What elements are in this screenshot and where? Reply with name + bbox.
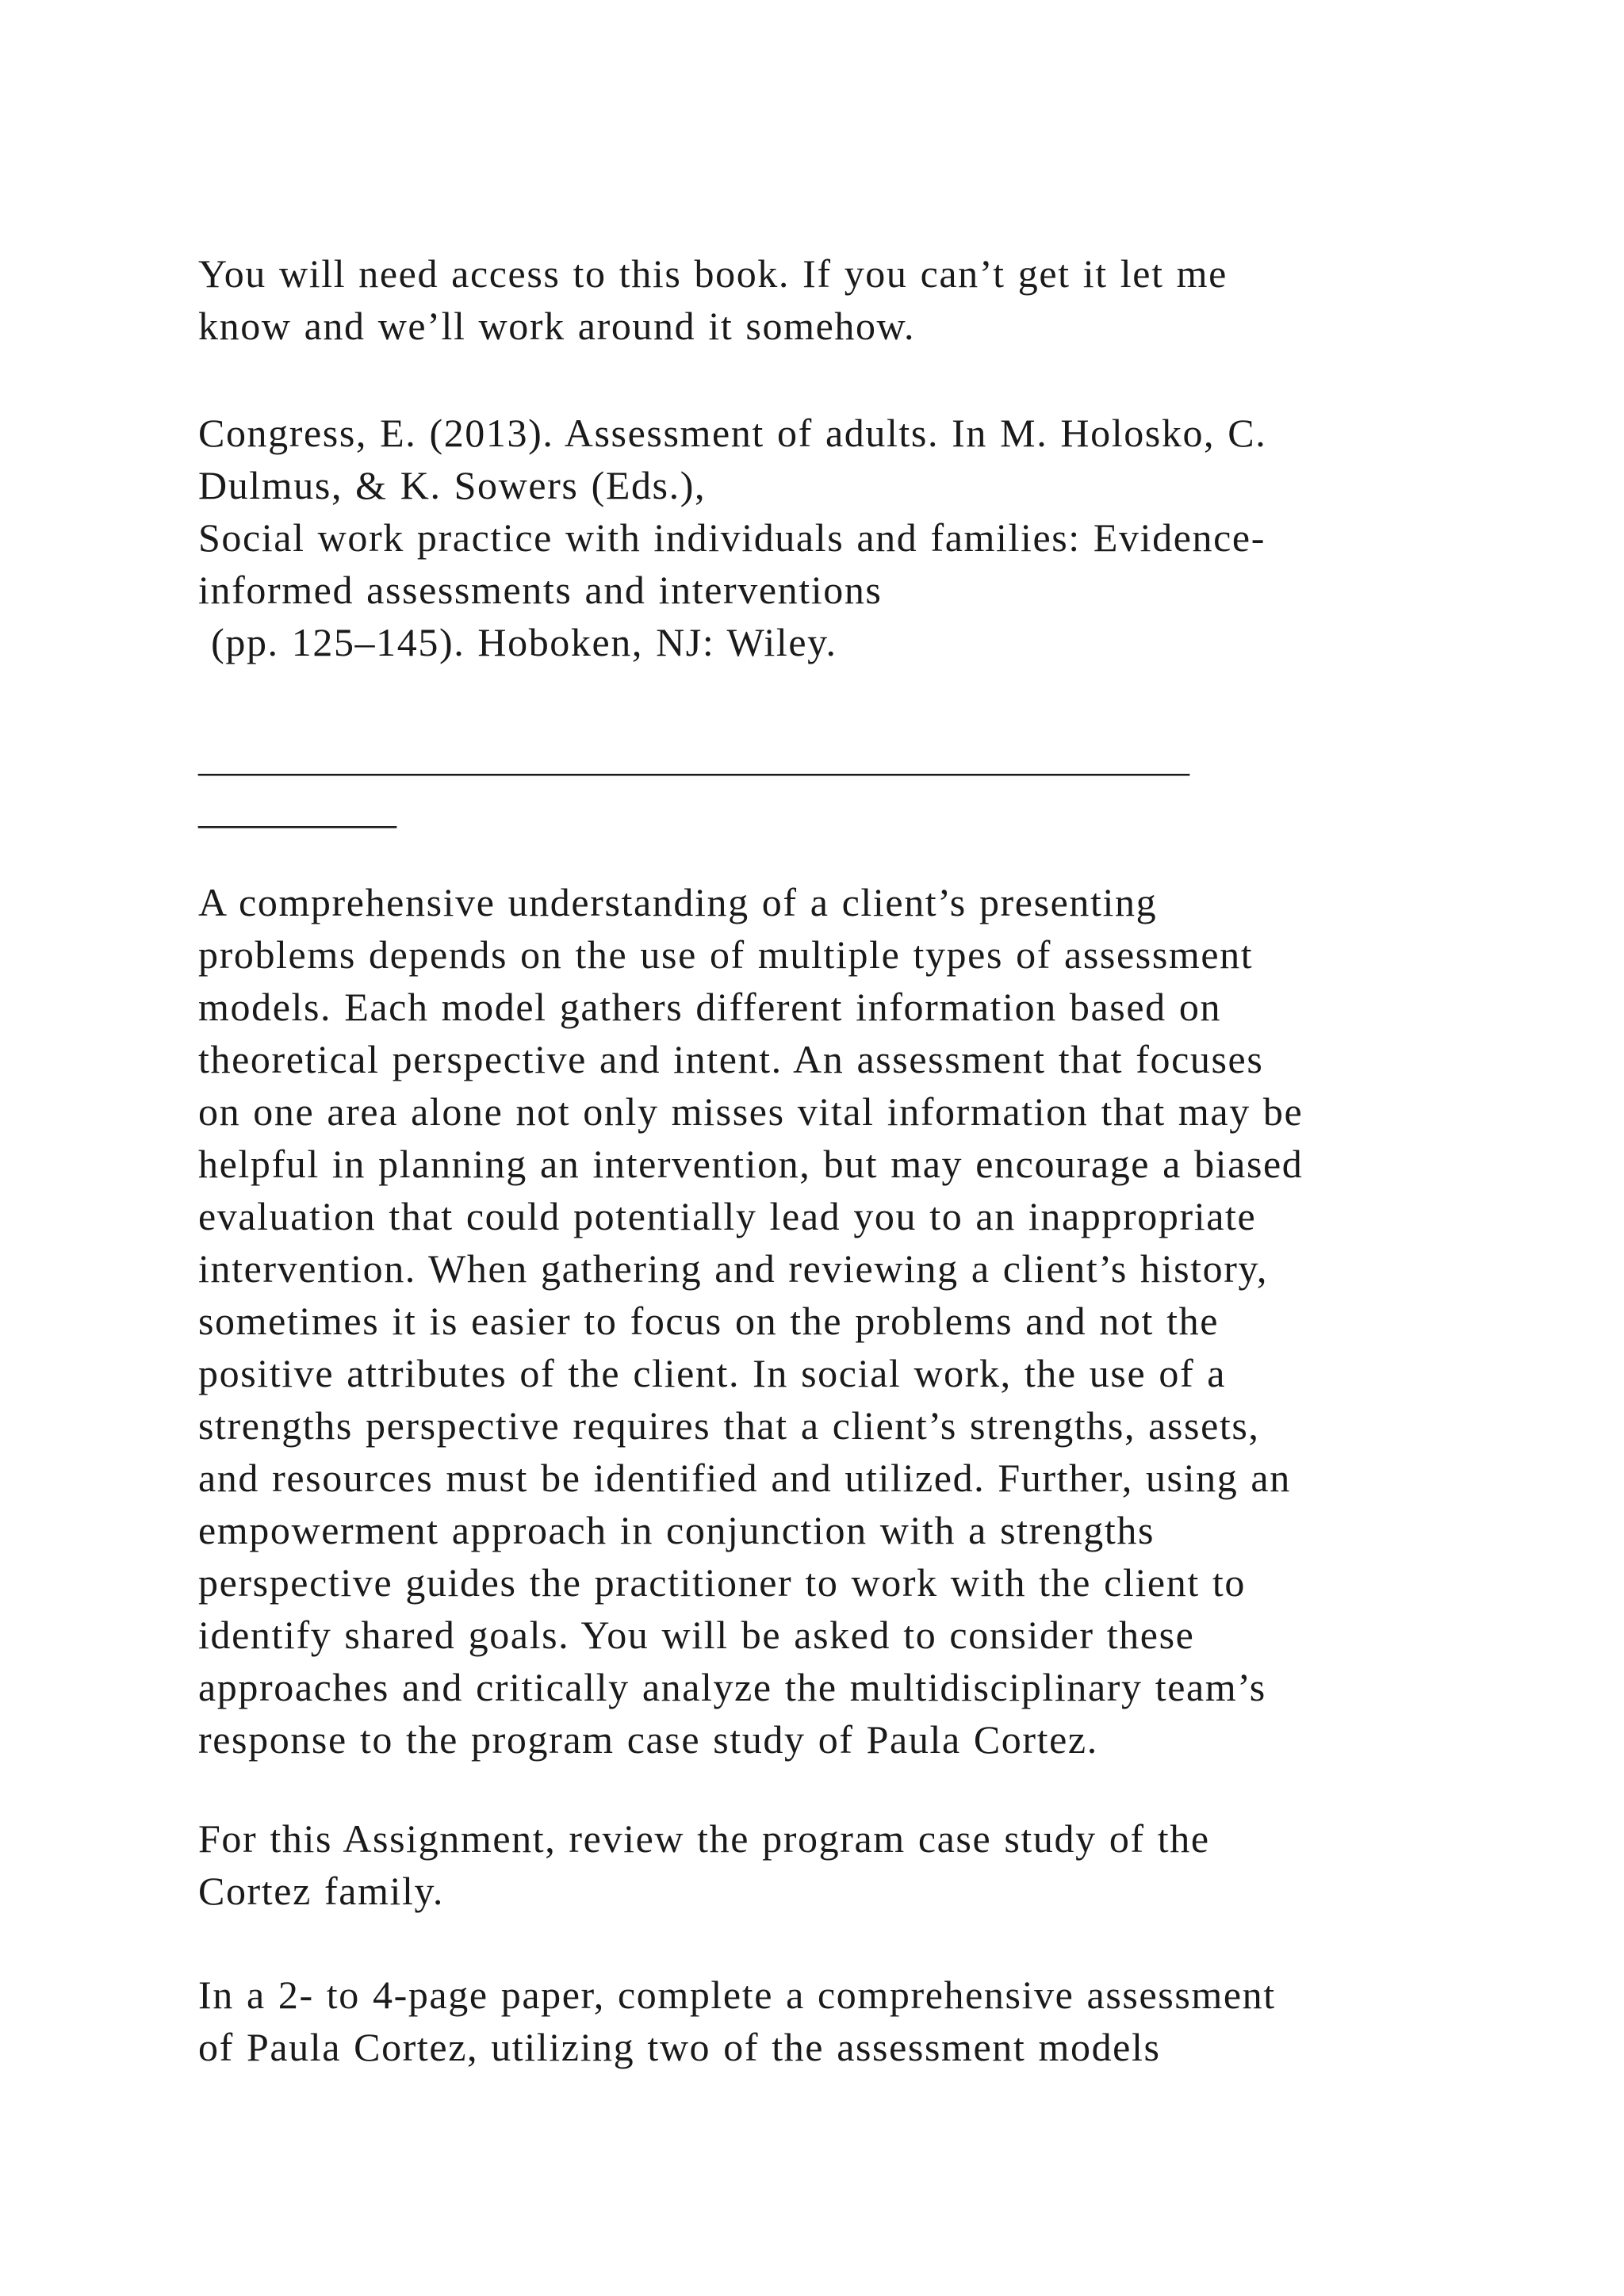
body-line: theoretical perspective and intent. An assessment that focuses xyxy=(198,1037,1264,1081)
body-line: A comprehensive understanding of a client’s presenting xyxy=(198,880,1158,924)
body-line: positive attributes of the client. In social work, the use of a xyxy=(198,1351,1227,1395)
separator-line xyxy=(198,731,1530,836)
body-line: response to the program case study of Paula Cortez. xyxy=(198,1717,1098,1762)
body-line: on one area alone not only misses vital information that may be xyxy=(198,1089,1304,1134)
body-line: and resources must be identified and utilized. Further, using an xyxy=(198,1456,1291,1500)
paper-paragraph xyxy=(198,1969,1530,2073)
body-line: models. Each model gathers different information based on xyxy=(198,985,1222,1029)
body-line: strengths perspective requires that a client’s strengths, assets, xyxy=(198,1403,1260,1448)
intro-paragraph xyxy=(198,247,1530,352)
body-line: problems depends on the use of multiple types of assessment xyxy=(198,932,1254,977)
separator-line-2: __________ xyxy=(198,787,396,832)
body-line: perspective guides the practitioner to work with the client to xyxy=(198,1560,1247,1605)
body-line: identify shared goals. You will be asked to consider these xyxy=(198,1613,1195,1657)
separator-line-1: __________________________________________________ xyxy=(198,735,1189,779)
citation-line: (pp. 125–145). Hoboken, NJ: Wiley. xyxy=(198,620,837,664)
body-paragraph xyxy=(198,876,1530,1766)
intro-line: know and we’ll work around it somehow. xyxy=(198,304,916,348)
intro-line: You will need access to this book. If you can’t get it let me xyxy=(198,251,1228,296)
assignment-paragraph xyxy=(198,1812,1530,1917)
citation-line: Congress, E. (2013). Assessment of adults. In M. Holosko, C. xyxy=(198,411,1267,455)
assignment-line: For this Assignment, review the program case study of the xyxy=(198,1816,1210,1861)
body-line: sometimes it is easier to focus on the problems and not the xyxy=(198,1299,1220,1343)
body-line: intervention. When gathering and reviewing a client’s history, xyxy=(198,1246,1268,1291)
citation-line: informed assessments and interventions xyxy=(198,568,883,612)
body-line: evaluation that could potentially lead you to an inappropriate xyxy=(198,1194,1257,1238)
assignment-line: Cortez family. xyxy=(198,1869,444,1913)
citation-line: Social work practice with individuals and families: Evidence- xyxy=(198,515,1266,560)
citation-paragraph xyxy=(198,407,1530,668)
body-line: approaches and critically analyze the multidisciplinary team’s xyxy=(198,1665,1266,1709)
body-line: empowerment approach in conjunction with a strengths xyxy=(198,1508,1155,1552)
paper-line: of Paula Cortez, utilizing two of the assessment models xyxy=(198,2025,1161,2069)
body-line: helpful in planning an intervention, but may encourage a biased xyxy=(198,1142,1304,1186)
paper-line: In a 2- to 4-page paper, complete a comprehensive assessment xyxy=(198,1973,1276,2017)
citation-line: Dulmus, & K. Sowers (Eds.), xyxy=(198,463,707,507)
